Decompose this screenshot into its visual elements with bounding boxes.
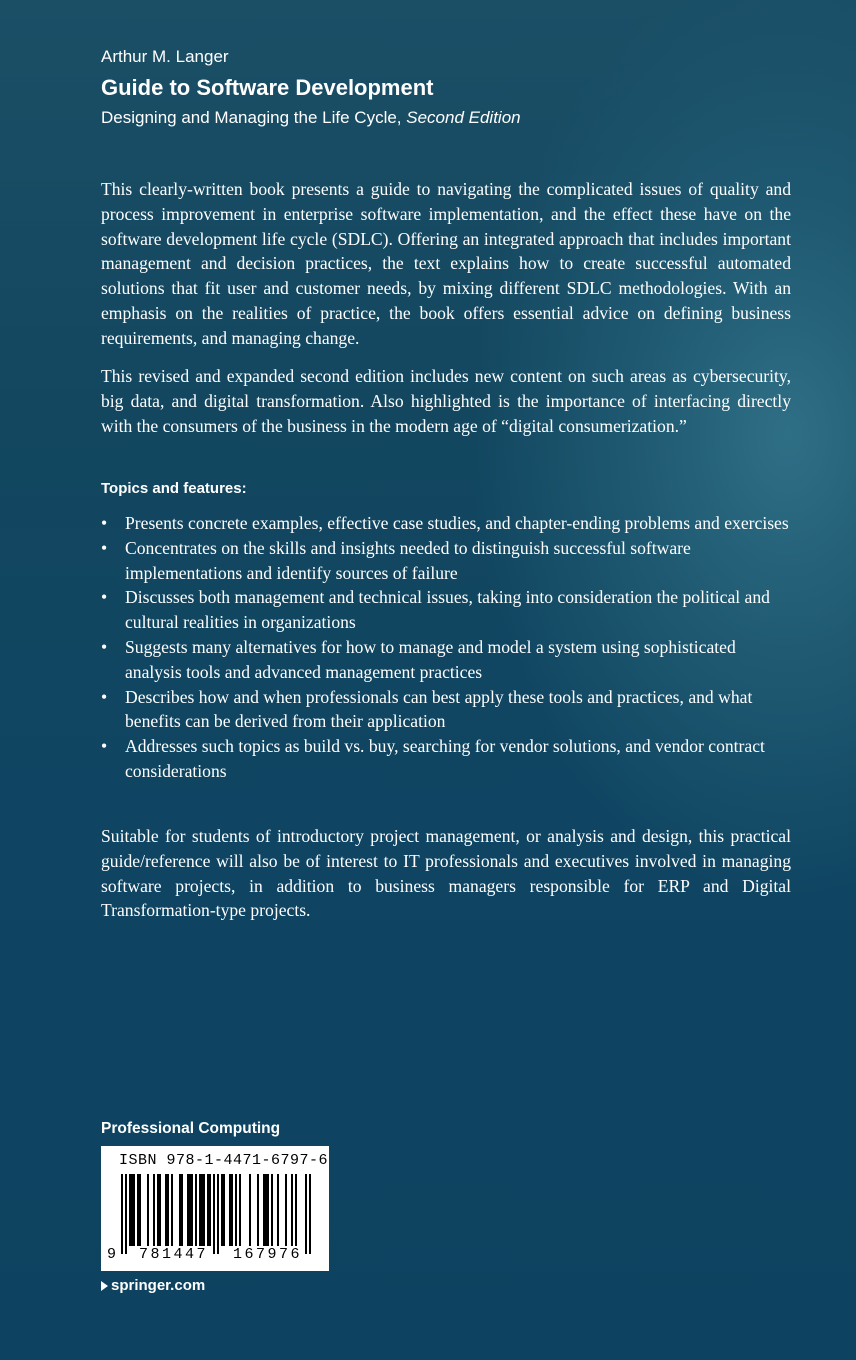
feature-text: Suggests many alternatives for how to manage and model a system using sophisticated analysis tools and advanced management practices bbox=[125, 636, 736, 682]
feature-text: Presents concrete examples, effective case studies, and chapter-ending problems and exercises bbox=[125, 513, 789, 533]
barcode-bar bbox=[209, 1174, 211, 1246]
feature-item bbox=[101, 585, 791, 635]
barcode-bar bbox=[121, 1174, 123, 1254]
barcode-bar bbox=[239, 1174, 241, 1246]
barcode-bar bbox=[305, 1174, 307, 1254]
barcode-bar bbox=[165, 1174, 167, 1246]
bullet-icon: • bbox=[101, 537, 108, 558]
barcode-bar bbox=[189, 1174, 191, 1246]
barcode-bar bbox=[257, 1174, 259, 1246]
arrow-right-icon bbox=[101, 1281, 108, 1291]
barcode-bar bbox=[291, 1174, 293, 1246]
barcode-bar bbox=[133, 1174, 135, 1246]
feature-text: Describes how and when professionals can best apply these tools and practices, and what benefits can be derived from their application bbox=[125, 686, 753, 732]
description-paragraph-2: This revised and expanded second edition includes new content on such areas as cybersecurity, big data, and digital transformation. Also highlighted is the importance of interfacing directly with the consumers of the business in the modern age of “digital consumerization.” bbox=[101, 366, 791, 436]
barcode-bar bbox=[285, 1174, 287, 1246]
springer-link[interactable] bbox=[101, 1277, 205, 1294]
barcode-bar bbox=[249, 1174, 251, 1246]
bullet-icon: • bbox=[101, 636, 108, 657]
topics-heading: Topics and features: bbox=[101, 480, 247, 497]
author-name: Arthur M. Langer bbox=[101, 47, 229, 66]
isbn-right-digits: 167976 bbox=[233, 1246, 303, 1263]
bullet-icon: • bbox=[101, 513, 108, 533]
barcode-bar bbox=[277, 1174, 279, 1246]
series-name: Professional Computing bbox=[101, 1120, 281, 1137]
barcode bbox=[101, 1146, 329, 1271]
barcode-bar bbox=[187, 1174, 189, 1246]
description-paragraph-1: This clearly-written book presents a guide to navigating the complicated issues of quality and process improvement in enterprise software implementation, and the effect these have on the software development life cycle (SDLC). Offering an integrated approach that includes important management and decision practices, the text explains how to create successful automated solutions that fit user and customer needs, by mixing different SDLC methodologies. With an emphasis on the realities of practice, the book offers essential advice on defining business requirements, and managing change. bbox=[101, 179, 791, 348]
feature-text: Discusses both management and technical issues, taking into consideration the political and cultural realities in organizations bbox=[125, 587, 770, 633]
bullet-icon: • bbox=[101, 587, 108, 608]
feature-item bbox=[101, 685, 791, 735]
subtitle-text: Designing and Managing the Life Cycle, bbox=[101, 108, 407, 127]
isbn-left-digits: 781447 bbox=[139, 1246, 209, 1263]
bullet-icon: • bbox=[101, 736, 108, 757]
barcode-bar bbox=[171, 1174, 173, 1246]
barcode-bar bbox=[265, 1174, 267, 1246]
barcode-bar bbox=[137, 1174, 139, 1246]
description-paragraph-3: Suitable for students of introductory project management, or analysis and design, this practical guide/reference will also be of interest to IT professionals and executives involved in managing software projects, in addition to business managers responsible for ERP and Digital Transformation-type projects. bbox=[101, 826, 791, 921]
book-subtitle bbox=[101, 108, 521, 128]
barcode-bar bbox=[167, 1174, 169, 1246]
barcode-bar bbox=[235, 1174, 237, 1246]
springer-link-label: springer.com bbox=[111, 1277, 206, 1294]
barcode-bar bbox=[221, 1174, 223, 1246]
book-title: Guide to Software Development bbox=[101, 75, 434, 100]
barcode-bar bbox=[159, 1174, 161, 1246]
bullet-icon: • bbox=[101, 686, 108, 707]
barcode-bar bbox=[179, 1174, 181, 1246]
barcode-bar bbox=[139, 1174, 141, 1246]
feature-item bbox=[101, 734, 791, 784]
barcode-bar bbox=[271, 1174, 273, 1246]
barcode-bar bbox=[181, 1174, 183, 1246]
barcode-bar bbox=[231, 1174, 233, 1246]
barcode-bar bbox=[223, 1174, 225, 1246]
features-list bbox=[101, 511, 791, 784]
barcode-bar bbox=[213, 1174, 215, 1254]
barcode-bar bbox=[195, 1174, 197, 1246]
barcode-bar bbox=[263, 1174, 265, 1246]
isbn-label: ISBN 978-1-4471-6797-6 bbox=[119, 1152, 329, 1169]
barcode-bar bbox=[199, 1174, 201, 1246]
edition-label: Second Edition bbox=[406, 108, 521, 127]
feature-item bbox=[101, 536, 791, 586]
barcode-bar bbox=[203, 1174, 205, 1246]
barcode-bar bbox=[217, 1174, 219, 1254]
barcode-bar bbox=[267, 1174, 269, 1246]
barcode-bar bbox=[131, 1174, 133, 1246]
barcode-bar bbox=[295, 1174, 297, 1246]
barcode-bar bbox=[147, 1174, 149, 1246]
barcode-bar bbox=[191, 1174, 193, 1246]
feature-text: Concentrates on the skills and insights needed to distinguish successful software implementations and identify sources of failure bbox=[125, 537, 691, 583]
barcode-bar bbox=[201, 1174, 203, 1246]
feature-item bbox=[101, 635, 791, 685]
barcode-bar bbox=[153, 1174, 155, 1246]
feature-item bbox=[101, 511, 791, 536]
isbn-lead-digit: 9 bbox=[107, 1246, 117, 1263]
feature-text: Addresses such topics as build vs. buy, searching for vendor solutions, and vendor contract considerations bbox=[125, 736, 765, 781]
barcode-bar bbox=[309, 1174, 311, 1254]
barcode-bar bbox=[229, 1174, 231, 1246]
barcode-bar bbox=[157, 1174, 159, 1246]
barcode-bar bbox=[125, 1174, 127, 1254]
barcode-bar bbox=[207, 1174, 209, 1246]
barcode-bar bbox=[129, 1174, 131, 1246]
